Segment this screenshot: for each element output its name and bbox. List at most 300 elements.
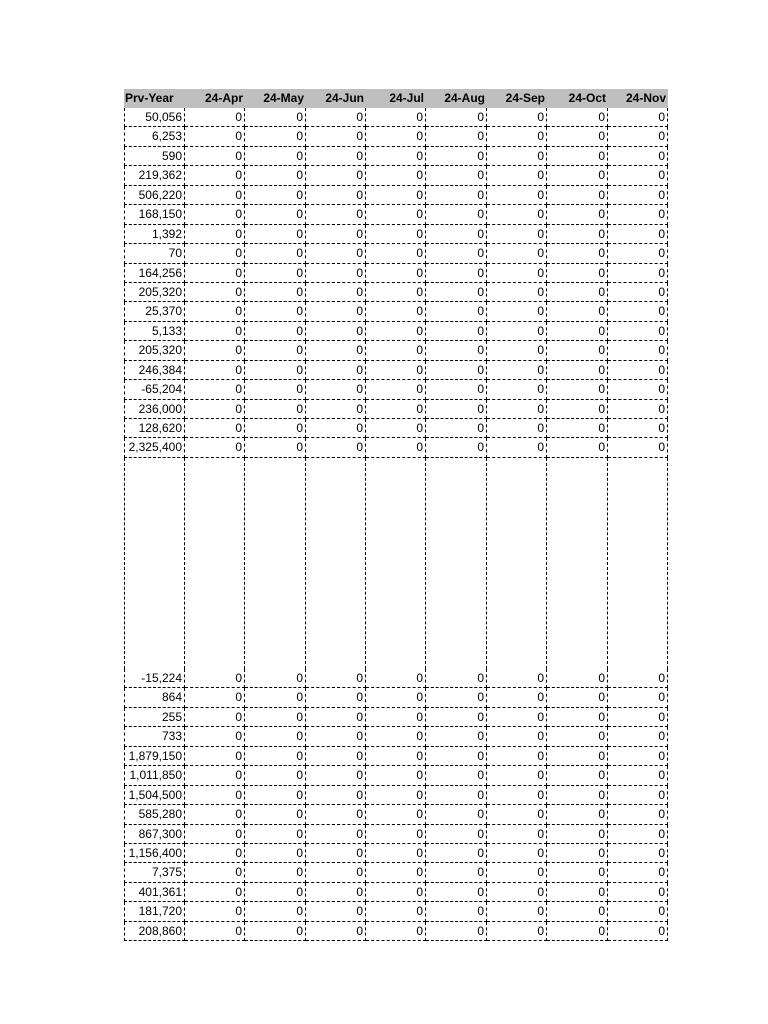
month-value-cell[interactable]: 0 — [547, 902, 608, 921]
month-value-cell[interactable]: 0 — [608, 264, 668, 283]
month-value-cell[interactable]: 0 — [608, 380, 668, 399]
month-value-cell[interactable]: 0 — [426, 863, 487, 882]
month-value-cell[interactable]: 0 — [547, 400, 608, 419]
prev-year-cell[interactable]: 219,362 — [124, 166, 185, 185]
month-value-cell[interactable]: 0 — [366, 361, 426, 380]
column-header-prv-year: Prv-Year — [125, 91, 174, 105]
month-value-cell[interactable]: 0 — [245, 438, 306, 457]
month-value-cell[interactable]: 0 — [306, 844, 366, 863]
month-value-cell[interactable]: 0 — [547, 438, 608, 457]
month-value-cell[interactable]: 0 — [306, 922, 366, 941]
month-value-cell[interactable]: 0 — [185, 883, 245, 902]
month-value-cell[interactable]: 0 — [547, 166, 608, 185]
prev-year-cell[interactable]: 1,392 — [124, 225, 185, 244]
month-value-cell[interactable]: 0 — [306, 863, 366, 882]
month-value-cell[interactable]: 0 — [547, 922, 608, 941]
month-value-cell[interactable]: 0 — [245, 283, 306, 302]
month-value-cell[interactable]: 0 — [185, 669, 245, 688]
month-value-cell[interactable]: 0 — [366, 302, 426, 321]
month-value-cell[interactable]: 0 — [608, 205, 668, 224]
month-value-cell[interactable]: 0 — [487, 322, 547, 341]
month-value-cell[interactable]: 0 — [245, 863, 306, 882]
month-value-cell[interactable]: 0 — [366, 205, 426, 224]
month-value-cell[interactable]: 0 — [426, 727, 487, 746]
month-value-cell[interactable]: 0 — [245, 825, 306, 844]
month-value-cell[interactable]: 0 — [487, 244, 547, 263]
column-divider — [365, 458, 366, 669]
month-value-cell[interactable]: 0 — [608, 902, 668, 921]
month-value-cell[interactable]: 0 — [426, 805, 487, 824]
month-value-cell[interactable]: 0 — [185, 127, 245, 146]
month-value-cell[interactable]: 0 — [306, 902, 366, 921]
month-value-cell[interactable]: 0 — [245, 225, 306, 244]
month-value-cell[interactable]: 0 — [366, 127, 426, 146]
month-value-cell[interactable]: 0 — [185, 244, 245, 263]
month-value-cell[interactable]: 0 — [608, 166, 668, 185]
month-value-cell[interactable]: 0 — [245, 380, 306, 399]
month-value-cell[interactable]: 0 — [245, 244, 306, 263]
month-value-cell[interactable]: 0 — [366, 419, 426, 438]
month-value-cell[interactable]: 0 — [306, 727, 366, 746]
month-value-cell[interactable]: 0 — [487, 747, 547, 766]
month-value-cell[interactable]: 0 — [185, 863, 245, 882]
month-value-cell[interactable]: 0 — [547, 805, 608, 824]
month-value-cell[interactable]: 0 — [487, 205, 547, 224]
month-value-cell[interactable]: 0 — [185, 922, 245, 941]
month-value-cell[interactable]: 0 — [306, 205, 366, 224]
month-value-cell[interactable]: 0 — [426, 264, 487, 283]
month-value-cell[interactable]: 0 — [487, 127, 547, 146]
month-value-cell[interactable]: 0 — [245, 844, 306, 863]
month-value-cell[interactable]: 0 — [245, 166, 306, 185]
prev-year-cell[interactable]: 7,375 — [124, 863, 185, 882]
month-value-cell[interactable]: 0 — [366, 322, 426, 341]
month-value-cell[interactable]: 0 — [487, 361, 547, 380]
month-value-cell[interactable]: 0 — [366, 438, 426, 457]
month-value-cell[interactable]: 0 — [306, 302, 366, 321]
month-value-cell[interactable]: 0 — [245, 400, 306, 419]
month-value-cell[interactable]: 0 — [487, 438, 547, 457]
month-value-cell[interactable]: 0 — [185, 186, 245, 205]
month-value-cell[interactable]: 0 — [547, 205, 608, 224]
prev-year-cell[interactable]: 733 — [124, 727, 185, 746]
prev-year-cell[interactable]: 70 — [124, 244, 185, 263]
month-value-cell[interactable]: 0 — [185, 322, 245, 341]
month-value-cell[interactable]: 0 — [487, 380, 547, 399]
month-value-cell[interactable]: 0 — [426, 844, 487, 863]
month-value-cell[interactable]: 0 — [245, 883, 306, 902]
month-value-cell[interactable]: 0 — [547, 419, 608, 438]
month-value-cell[interactable]: 0 — [608, 766, 668, 785]
month-value-cell[interactable]: 0 — [185, 727, 245, 746]
month-value-cell[interactable]: 0 — [245, 669, 306, 688]
month-value-cell[interactable]: 0 — [245, 688, 306, 707]
month-value-cell[interactable]: 0 — [306, 438, 366, 457]
month-value-cell[interactable]: 0 — [426, 922, 487, 941]
month-value-cell[interactable]: 0 — [366, 727, 426, 746]
month-value-cell[interactable]: 0 — [366, 244, 426, 263]
month-value-cell[interactable]: 0 — [487, 108, 547, 127]
month-value-cell[interactable]: 0 — [426, 669, 487, 688]
month-value-cell[interactable]: 0 — [608, 302, 668, 321]
month-value-cell[interactable]: 0 — [426, 108, 487, 127]
month-value-cell[interactable]: 0 — [245, 922, 306, 941]
month-value-cell[interactable]: 0 — [487, 669, 547, 688]
month-value-cell[interactable]: 0 — [608, 805, 668, 824]
prev-year-cell[interactable]: 208,860 — [124, 922, 185, 941]
month-value-cell[interactable]: 0 — [245, 361, 306, 380]
month-value-cell[interactable]: 0 — [426, 225, 487, 244]
prev-year-cell[interactable]: 585,280 — [124, 805, 185, 824]
month-value-cell[interactable]: 0 — [547, 669, 608, 688]
column-divider — [607, 458, 608, 669]
month-value-cell[interactable]: 0 — [547, 786, 608, 805]
month-value-cell[interactable]: 0 — [185, 766, 245, 785]
prev-year-cell[interactable]: 181,720 — [124, 902, 185, 921]
prev-year-cell[interactable]: 590 — [124, 147, 185, 166]
month-value-cell[interactable]: 0 — [547, 708, 608, 727]
month-value-cell[interactable]: 0 — [185, 225, 245, 244]
month-value-cell[interactable]: 0 — [366, 225, 426, 244]
month-value-cell[interactable]: 0 — [547, 302, 608, 321]
prev-year-cell[interactable]: 128,620 — [124, 419, 185, 438]
month-value-cell[interactable]: 0 — [306, 708, 366, 727]
month-value-cell[interactable]: 0 — [426, 322, 487, 341]
month-value-cell[interactable]: 0 — [547, 322, 608, 341]
month-value-cell[interactable]: 0 — [245, 264, 306, 283]
month-value-cell[interactable]: 0 — [547, 688, 608, 707]
column-header-24-nov: 24-Nov — [625, 91, 666, 105]
month-value-cell[interactable]: 0 — [608, 127, 668, 146]
month-value-cell[interactable]: 0 — [366, 341, 426, 360]
month-value-cell[interactable]: 0 — [366, 166, 426, 185]
month-value-cell[interactable]: 0 — [608, 708, 668, 727]
month-value-cell[interactable]: 0 — [608, 322, 668, 341]
prev-year-cell[interactable]: 236,000 — [124, 400, 185, 419]
month-value-cell[interactable]: 0 — [487, 863, 547, 882]
month-value-cell[interactable]: 0 — [245, 108, 306, 127]
column-divider — [305, 458, 306, 669]
month-value-cell[interactable]: 0 — [426, 766, 487, 785]
column-divider — [486, 458, 487, 669]
month-value-cell[interactable]: 0 — [306, 166, 366, 185]
month-value-cell[interactable]: 0 — [487, 186, 547, 205]
prev-year-cell[interactable]: -65,204 — [124, 380, 185, 399]
month-value-cell[interactable]: 0 — [185, 825, 245, 844]
month-value-cell[interactable]: 0 — [487, 302, 547, 321]
month-value-cell[interactable]: 0 — [426, 825, 487, 844]
month-value-cell[interactable]: 0 — [306, 688, 366, 707]
month-value-cell[interactable]: 0 — [306, 419, 366, 438]
month-value-cell[interactable]: 0 — [426, 244, 487, 263]
month-value-cell[interactable]: 0 — [608, 844, 668, 863]
month-value-cell[interactable]: 0 — [185, 747, 245, 766]
month-value-cell[interactable]: 0 — [366, 883, 426, 902]
month-value-cell[interactable]: 0 — [306, 186, 366, 205]
month-value-cell[interactable]: 0 — [306, 766, 366, 785]
month-value-cell[interactable]: 0 — [306, 244, 366, 263]
month-value-cell[interactable]: 0 — [366, 786, 426, 805]
month-value-cell[interactable]: 0 — [487, 825, 547, 844]
month-value-cell[interactable]: 0 — [608, 186, 668, 205]
month-value-cell[interactable]: 0 — [245, 419, 306, 438]
prev-year-cell[interactable]: 2,325,400 — [124, 438, 185, 457]
month-value-cell[interactable]: 0 — [547, 727, 608, 746]
month-value-cell[interactable]: 0 — [185, 708, 245, 727]
prev-year-cell[interactable]: 164,256 — [124, 264, 185, 283]
month-value-cell[interactable]: 0 — [366, 264, 426, 283]
month-value-cell[interactable]: 0 — [306, 805, 366, 824]
month-value-cell[interactable]: 0 — [426, 902, 487, 921]
month-value-cell[interactable]: 0 — [185, 264, 245, 283]
month-value-cell[interactable]: 0 — [185, 786, 245, 805]
prev-year-cell[interactable]: -15,224 — [124, 669, 185, 688]
month-value-cell[interactable]: 0 — [547, 127, 608, 146]
month-value-cell[interactable]: 0 — [547, 883, 608, 902]
month-value-cell[interactable]: 0 — [487, 341, 547, 360]
month-value-cell[interactable]: 0 — [306, 669, 366, 688]
month-value-cell[interactable]: 0 — [245, 302, 306, 321]
prev-year-cell[interactable]: 168,150 — [124, 205, 185, 224]
month-value-cell[interactable]: 0 — [487, 902, 547, 921]
month-value-cell[interactable]: 0 — [306, 786, 366, 805]
column-header-24-jul: 24-Jul — [389, 91, 424, 105]
month-value-cell[interactable]: 0 — [608, 341, 668, 360]
month-value-cell[interactable]: 0 — [547, 747, 608, 766]
month-value-cell[interactable]: 0 — [245, 902, 306, 921]
month-value-cell[interactable]: 0 — [426, 127, 487, 146]
prev-year-cell[interactable]: 25,370 — [124, 302, 185, 321]
column-header-24-jun: 24-Jun — [325, 91, 364, 105]
month-value-cell[interactable]: 0 — [608, 688, 668, 707]
month-value-cell[interactable]: 0 — [547, 766, 608, 785]
month-value-cell[interactable]: 0 — [547, 283, 608, 302]
month-value-cell[interactable]: 0 — [185, 361, 245, 380]
month-value-cell[interactable]: 0 — [366, 825, 426, 844]
month-value-cell[interactable]: 0 — [185, 302, 245, 321]
month-value-cell[interactable]: 0 — [185, 688, 245, 707]
month-value-cell[interactable]: 0 — [185, 902, 245, 921]
month-value-cell[interactable]: 0 — [487, 727, 547, 746]
column-divider — [124, 458, 125, 669]
month-value-cell[interactable]: 0 — [608, 108, 668, 127]
month-value-cell[interactable]: 0 — [547, 244, 608, 263]
month-value-cell[interactable]: 0 — [306, 283, 366, 302]
month-value-cell[interactable]: 0 — [245, 205, 306, 224]
prev-year-cell[interactable]: 1,011,850 — [124, 766, 185, 785]
prev-year-cell[interactable]: 506,220 — [124, 186, 185, 205]
month-value-cell[interactable]: 0 — [426, 283, 487, 302]
month-value-cell[interactable]: 0 — [306, 883, 366, 902]
month-value-cell[interactable]: 0 — [366, 747, 426, 766]
month-value-cell[interactable]: 0 — [487, 264, 547, 283]
month-value-cell[interactable]: 0 — [366, 669, 426, 688]
month-value-cell[interactable]: 0 — [185, 400, 245, 419]
month-value-cell[interactable]: 0 — [185, 419, 245, 438]
month-value-cell[interactable]: 0 — [245, 727, 306, 746]
month-value-cell[interactable]: 0 — [487, 805, 547, 824]
month-value-cell[interactable]: 0 — [487, 419, 547, 438]
month-value-cell[interactable]: 0 — [608, 147, 668, 166]
month-value-cell[interactable]: 0 — [366, 380, 426, 399]
prev-year-cell[interactable]: 864 — [124, 688, 185, 707]
month-value-cell[interactable]: 0 — [608, 283, 668, 302]
month-value-cell[interactable]: 0 — [608, 419, 668, 438]
month-value-cell[interactable]: 0 — [608, 361, 668, 380]
month-value-cell[interactable]: 0 — [426, 400, 487, 419]
prev-year-cell[interactable]: 867,300 — [124, 825, 185, 844]
month-value-cell[interactable]: 0 — [487, 766, 547, 785]
month-value-cell[interactable]: 0 — [547, 361, 608, 380]
month-value-cell[interactable]: 0 — [547, 825, 608, 844]
month-value-cell[interactable]: 0 — [245, 708, 306, 727]
month-value-cell[interactable]: 0 — [426, 708, 487, 727]
month-value-cell[interactable]: 0 — [306, 264, 366, 283]
month-value-cell[interactable]: 0 — [366, 147, 426, 166]
month-value-cell[interactable]: 0 — [366, 708, 426, 727]
prev-year-cell[interactable]: 401,361 — [124, 883, 185, 902]
month-value-cell[interactable]: 0 — [245, 786, 306, 805]
month-value-cell[interactable]: 0 — [547, 108, 608, 127]
prev-year-cell[interactable]: 1,879,150 — [124, 747, 185, 766]
month-value-cell[interactable]: 0 — [306, 147, 366, 166]
month-value-cell[interactable]: 0 — [185, 166, 245, 185]
month-value-cell[interactable]: 0 — [245, 127, 306, 146]
prev-year-cell[interactable]: 255 — [124, 708, 185, 727]
month-value-cell[interactable]: 0 — [608, 922, 668, 941]
month-value-cell[interactable]: 0 — [608, 400, 668, 419]
month-value-cell[interactable]: 0 — [547, 844, 608, 863]
month-value-cell[interactable]: 0 — [185, 147, 245, 166]
month-value-cell[interactable]: 0 — [306, 380, 366, 399]
month-value-cell[interactable]: 0 — [487, 708, 547, 727]
column-divider — [546, 458, 547, 669]
month-value-cell[interactable]: 0 — [245, 186, 306, 205]
month-value-cell[interactable]: 0 — [487, 844, 547, 863]
month-value-cell[interactable]: 0 — [366, 400, 426, 419]
month-value-cell[interactable]: 0 — [306, 361, 366, 380]
month-value-cell[interactable]: 0 — [245, 322, 306, 341]
month-value-cell[interactable]: 0 — [426, 380, 487, 399]
month-value-cell[interactable]: 0 — [245, 747, 306, 766]
month-value-cell[interactable]: 0 — [426, 166, 487, 185]
month-value-cell[interactable]: 0 — [306, 127, 366, 146]
month-value-cell[interactable]: 0 — [547, 264, 608, 283]
month-value-cell[interactable]: 0 — [426, 747, 487, 766]
month-value-cell[interactable]: 0 — [306, 825, 366, 844]
month-value-cell[interactable]: 0 — [185, 341, 245, 360]
month-value-cell[interactable]: 0 — [366, 186, 426, 205]
month-value-cell[interactable]: 0 — [306, 400, 366, 419]
month-value-cell[interactable]: 0 — [547, 186, 608, 205]
month-value-cell[interactable]: 0 — [366, 844, 426, 863]
month-value-cell[interactable]: 0 — [547, 863, 608, 882]
month-value-cell[interactable]: 0 — [426, 438, 487, 457]
month-value-cell[interactable]: 0 — [487, 922, 547, 941]
month-value-cell[interactable]: 0 — [487, 688, 547, 707]
month-value-cell[interactable]: 0 — [547, 225, 608, 244]
month-value-cell[interactable]: 0 — [547, 147, 608, 166]
month-value-cell[interactable]: 0 — [608, 747, 668, 766]
month-value-cell[interactable]: 0 — [185, 283, 245, 302]
month-value-cell[interactable]: 0 — [185, 805, 245, 824]
month-value-cell[interactable]: 0 — [185, 205, 245, 224]
month-value-cell[interactable]: 0 — [608, 863, 668, 882]
month-value-cell[interactable]: 0 — [547, 380, 608, 399]
month-value-cell[interactable]: 0 — [487, 400, 547, 419]
prev-year-cell[interactable]: 5,133 — [124, 322, 185, 341]
prev-year-cell[interactable]: 246,384 — [124, 361, 185, 380]
month-value-cell[interactable]: 0 — [306, 341, 366, 360]
month-value-cell[interactable]: 0 — [366, 863, 426, 882]
month-value-cell[interactable]: 0 — [366, 766, 426, 785]
column-divider — [425, 458, 426, 669]
month-value-cell[interactable]: 0 — [608, 438, 668, 457]
month-value-cell[interactable]: 0 — [487, 147, 547, 166]
month-value-cell[interactable]: 0 — [608, 244, 668, 263]
month-value-cell[interactable]: 0 — [487, 225, 547, 244]
prev-year-cell[interactable]: 6,253 — [124, 127, 185, 146]
prev-year-cell[interactable]: 1,504,500 — [124, 786, 185, 805]
month-value-cell[interactable]: 0 — [426, 341, 487, 360]
month-value-cell[interactable]: 0 — [366, 805, 426, 824]
month-value-cell[interactable]: 0 — [366, 108, 426, 127]
month-value-cell[interactable]: 0 — [306, 747, 366, 766]
month-value-cell[interactable]: 0 — [426, 147, 487, 166]
month-value-cell[interactable]: 0 — [608, 727, 668, 746]
month-value-cell[interactable]: 0 — [608, 669, 668, 688]
month-value-cell[interactable]: 0 — [426, 186, 487, 205]
prev-year-cell[interactable]: 50,056 — [124, 108, 185, 127]
month-value-cell[interactable]: 0 — [487, 166, 547, 185]
month-value-cell[interactable]: 0 — [426, 361, 487, 380]
column-header-24-oct: 24-Oct — [568, 91, 606, 105]
prev-year-cell[interactable]: 205,320 — [124, 283, 185, 302]
month-value-cell[interactable]: 0 — [366, 283, 426, 302]
month-value-cell[interactable]: 0 — [608, 883, 668, 902]
month-value-cell[interactable]: 0 — [306, 108, 366, 127]
month-value-cell[interactable]: 0 — [306, 225, 366, 244]
month-value-cell[interactable]: 0 — [245, 766, 306, 785]
month-value-cell[interactable]: 0 — [487, 786, 547, 805]
month-value-cell[interactable]: 0 — [547, 341, 608, 360]
month-value-cell[interactable]: 0 — [185, 438, 245, 457]
prev-year-cell[interactable]: 1,156,400 — [124, 844, 185, 863]
month-value-cell[interactable]: 0 — [306, 322, 366, 341]
month-value-cell[interactable]: 0 — [426, 786, 487, 805]
month-value-cell[interactable]: 0 — [185, 380, 245, 399]
prev-year-cell[interactable]: 205,320 — [124, 341, 185, 360]
month-value-cell[interactable]: 0 — [185, 108, 245, 127]
month-value-cell[interactable]: 0 — [426, 688, 487, 707]
month-value-cell[interactable]: 0 — [487, 883, 547, 902]
month-value-cell[interactable]: 0 — [366, 902, 426, 921]
month-value-cell[interactable]: 0 — [426, 883, 487, 902]
month-value-cell[interactable]: 0 — [245, 805, 306, 824]
month-value-cell[interactable]: 0 — [608, 225, 668, 244]
month-value-cell[interactable]: 0 — [426, 302, 487, 321]
month-value-cell[interactable]: 0 — [426, 205, 487, 224]
month-value-cell[interactable]: 0 — [245, 341, 306, 360]
month-value-cell[interactable]: 0 — [426, 419, 487, 438]
month-value-cell[interactable]: 0 — [366, 922, 426, 941]
month-value-cell[interactable]: 0 — [185, 844, 245, 863]
month-value-cell[interactable]: 0 — [366, 688, 426, 707]
month-value-cell[interactable]: 0 — [245, 147, 306, 166]
month-value-cell[interactable]: 0 — [487, 283, 547, 302]
month-value-cell[interactable]: 0 — [608, 825, 668, 844]
month-value-cell[interactable]: 0 — [608, 786, 668, 805]
